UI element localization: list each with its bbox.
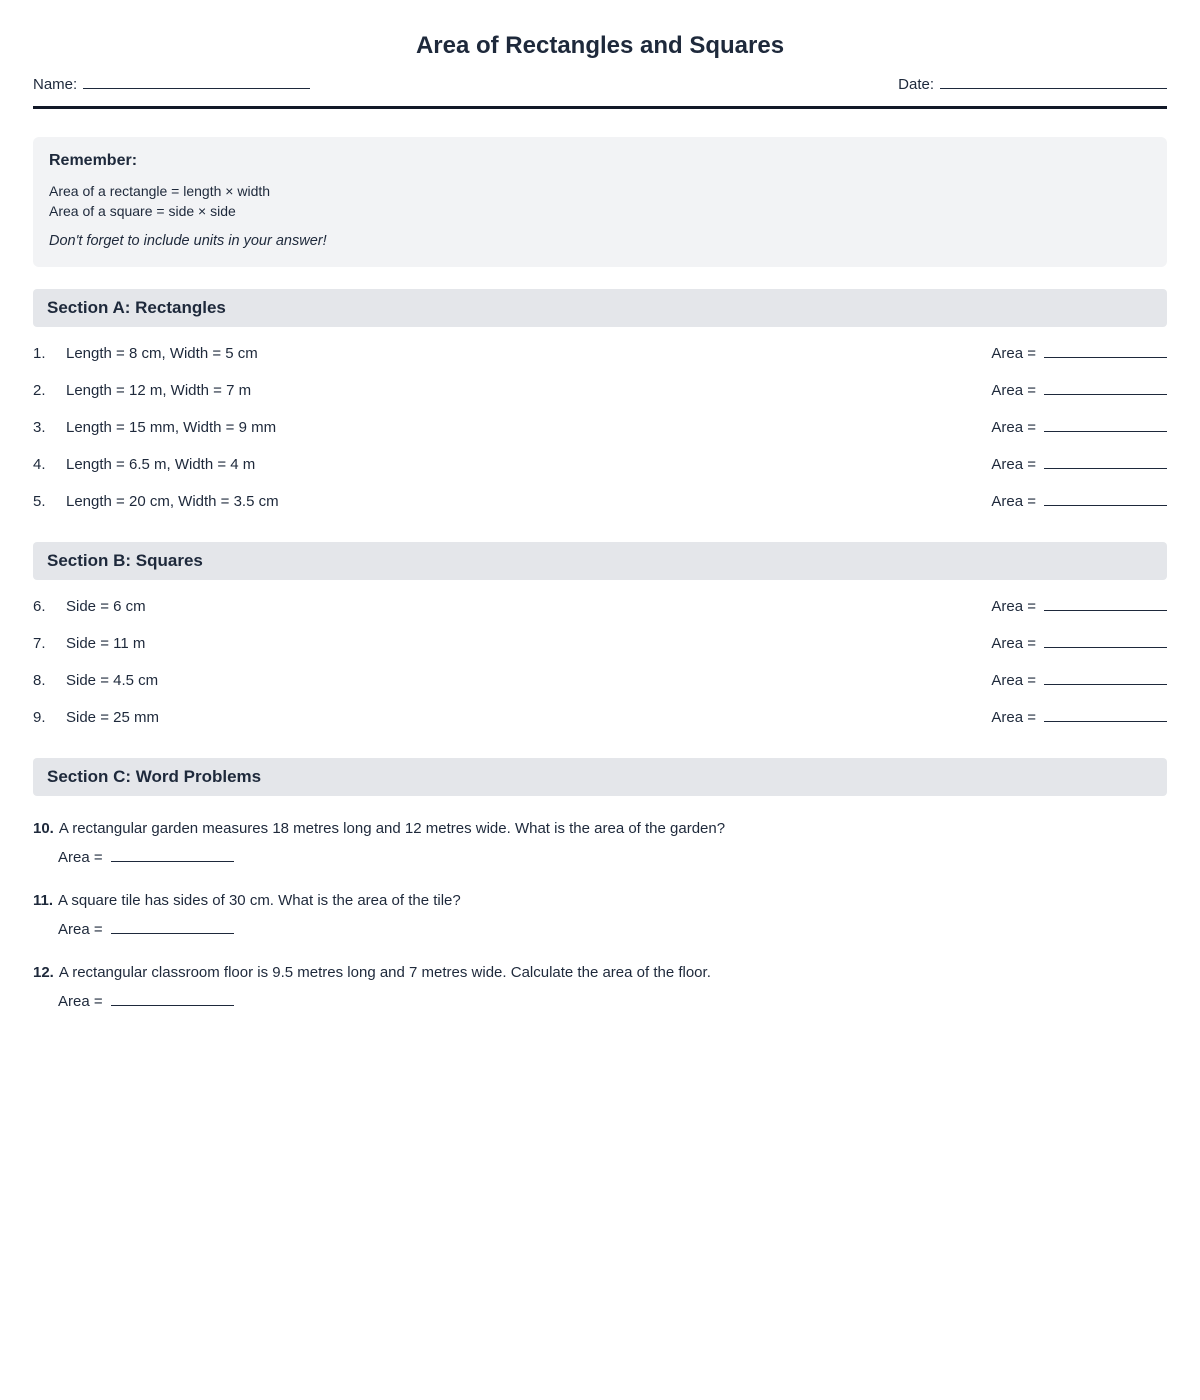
question-number: 2.	[33, 382, 46, 399]
date-blank-line	[940, 76, 1167, 89]
question-row	[33, 335, 1167, 372]
question-row	[33, 662, 1167, 699]
question-text: Side = 11 m	[66, 635, 146, 652]
date-field	[898, 76, 1167, 93]
answer-blank	[1044, 635, 1167, 648]
question-number: 8.	[33, 672, 46, 689]
answer-blank	[1044, 709, 1167, 722]
area-label: Area =	[991, 382, 1036, 399]
question-row	[33, 625, 1167, 662]
question-text: A rectangular garden measures 18 metres long and 12 metres wide. What is the area of the garden?	[58, 820, 726, 837]
question-row	[33, 483, 1167, 520]
question-number: 11.	[33, 892, 54, 909]
area-label: Area =	[991, 419, 1036, 436]
section-c-header: Section C: Word Problems	[33, 758, 1167, 796]
area-label: Area =	[991, 709, 1036, 726]
question-number: 3.	[33, 419, 46, 436]
question-row	[33, 588, 1167, 625]
answer-blank	[1044, 456, 1167, 469]
answer-blank	[1044, 382, 1167, 395]
area-label: Area =	[58, 921, 103, 938]
header-divider	[33, 106, 1167, 109]
question-number: 6.	[33, 598, 46, 615]
area-label: Area =	[991, 672, 1036, 689]
answer-blank	[111, 993, 234, 1006]
question-number: 4.	[33, 456, 46, 473]
section-b-header: Section B: Squares	[33, 542, 1167, 580]
word-problem	[33, 818, 1167, 868]
question-number: 9.	[33, 709, 46, 726]
answer-blank	[1044, 672, 1167, 685]
question-text: A square tile has sides of 30 cm. What is the area of the tile?	[58, 892, 461, 909]
name-date-row	[33, 76, 1167, 93]
question-number: 10.	[33, 820, 54, 837]
remember-box	[33, 137, 1167, 267]
area-label: Area =	[991, 456, 1036, 473]
section-b-list	[33, 588, 1167, 736]
question-text: Length = 15 mm, Width = 9 mm	[66, 419, 277, 436]
answer-blank	[1044, 345, 1167, 358]
question-text: Length = 8 cm, Width = 5 cm	[66, 345, 258, 362]
word-problem	[33, 962, 1167, 1012]
remember-heading: Remember:	[49, 152, 138, 169]
area-label: Area =	[991, 598, 1036, 615]
question-text: Length = 6.5 m, Width = 4 m	[66, 456, 256, 473]
area-label: Area =	[58, 993, 103, 1010]
answer-blank	[1044, 493, 1167, 506]
question-number: 5.	[33, 493, 46, 510]
area-label: Area =	[991, 493, 1036, 510]
area-label: Area =	[58, 849, 103, 866]
section-c-list	[33, 818, 1167, 1012]
question-text: Side = 4.5 cm	[66, 672, 159, 689]
area-label: Area =	[991, 345, 1036, 362]
question-number: 7.	[33, 635, 46, 652]
question-row	[33, 409, 1167, 446]
word-problem	[33, 890, 1167, 940]
answer-blank	[1044, 419, 1167, 432]
question-number: 12.	[33, 964, 54, 981]
answer-blank	[1044, 598, 1167, 611]
question-number: 1.	[33, 345, 46, 362]
date-label: Date:	[898, 76, 934, 93]
name-blank-line	[83, 76, 310, 89]
question-text: Length = 12 m, Width = 7 m	[66, 382, 252, 399]
section-a-list	[33, 335, 1167, 520]
answer-blank	[111, 849, 234, 862]
question-row	[33, 372, 1167, 409]
name-label: Name:	[33, 76, 78, 93]
square-formula: Area of a square = side × side	[49, 203, 236, 219]
question-row	[33, 446, 1167, 483]
question-text: A rectangular classroom floor is 9.5 metres long and 7 metres wide. Calculate the area of the floor.	[58, 964, 711, 981]
question-text: Side = 6 cm	[66, 598, 146, 615]
section-a-header: Section A: Rectangles	[33, 289, 1167, 327]
answer-blank	[111, 921, 234, 934]
question-row	[33, 699, 1167, 736]
remember-note: Don't forget to include units in your answer!	[49, 233, 327, 249]
page-title: Area of Rectangles and Squares	[415, 32, 785, 59]
rectangle-formula: Area of a rectangle = length × width	[49, 183, 271, 199]
area-label: Area =	[991, 635, 1036, 652]
question-text: Length = 20 cm, Width = 3.5 cm	[66, 493, 279, 510]
name-field	[33, 76, 310, 93]
question-text: Side = 25 mm	[66, 709, 159, 726]
